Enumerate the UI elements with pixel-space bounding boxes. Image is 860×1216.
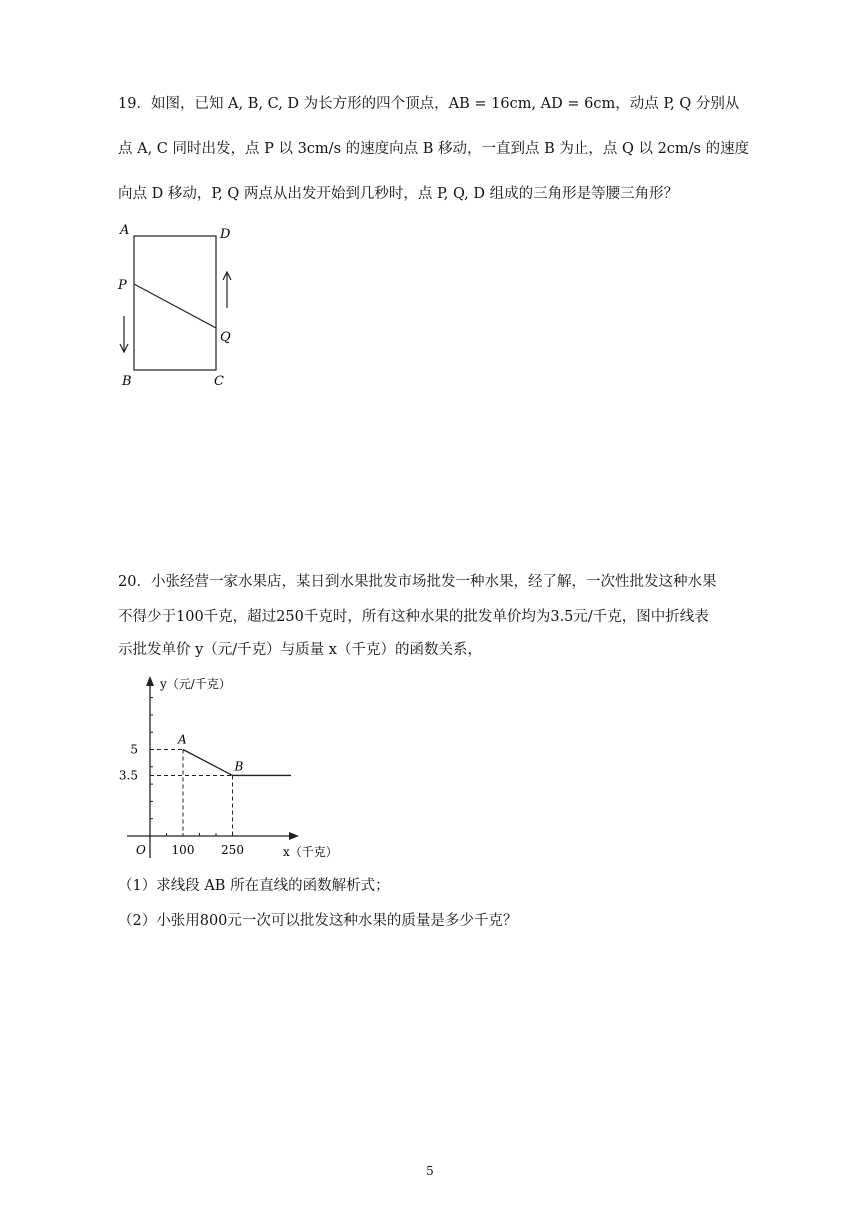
segment-ab <box>183 750 233 776</box>
q19-line-3: 向点 D 移动，P, Q 两点从出发开始到几秒时，点 P, Q, D 组成的三角形是等腰三角形？ <box>118 186 679 202</box>
q20-line-3: 示批发单价 y（元/千克）与质量 x（千克）的函数关系， <box>118 642 482 658</box>
q20-line-1: 20．小张经营一家水果店，某日到水果批发市场批发一种水果，经了解，一次性批发这种水果 <box>118 574 717 590</box>
label-b: B <box>122 374 132 389</box>
y-axis-arrow <box>146 676 154 686</box>
label-d: D <box>220 227 231 242</box>
q20-price-chart <box>115 668 355 868</box>
origin-label: O <box>136 843 146 857</box>
x-axis-arrow <box>289 832 299 840</box>
q20-part-1: （1）求线段 AB 所在直线的函数解析式； <box>118 878 390 894</box>
y-tick-label: 5 <box>130 742 138 757</box>
q20-line-2: 不得少于100千克，超过250千克时，所有这种水果的批发单价均为3.5元/千克，图中折线表 <box>118 609 709 625</box>
point-b-label: B <box>234 759 244 774</box>
q19-line-1: 19．如图，已知 A, B, C, D 为长方形的四个顶点，AB = 16cm, AD = 6cm，动点 P, Q 分别从 <box>118 96 740 112</box>
point-a-label: A <box>178 732 187 747</box>
rectangle-abcd <box>134 236 216 370</box>
label-c: C <box>214 374 224 389</box>
label-p: P <box>118 278 127 293</box>
q19-rectangle-figure <box>110 220 250 395</box>
label-a: A <box>120 223 130 238</box>
x-axis-label: x（千克） <box>283 845 338 859</box>
q20-part-2: （2）小张用800元一次可以批发这种水果的质量是多少千克？ <box>118 913 518 929</box>
y-tick-label: 3.5 <box>118 768 138 783</box>
label-q: Q <box>220 330 231 345</box>
x-tick-label: 100 <box>171 843 195 857</box>
segment-pq <box>134 284 216 328</box>
up-arrow-icon <box>223 272 231 308</box>
y-axis-label: y（元/千克） <box>160 677 231 691</box>
down-arrow-icon <box>120 316 128 352</box>
q19-line-2: 点 A, C 同时出发，点 P 以 3cm/s 的速度向点 B 移动，一直到点 B 为止，点 Q 以 2cm/s 的速度 <box>118 141 750 157</box>
x-tick-label: 250 <box>221 843 244 857</box>
page-number: 5 <box>426 1164 434 1178</box>
